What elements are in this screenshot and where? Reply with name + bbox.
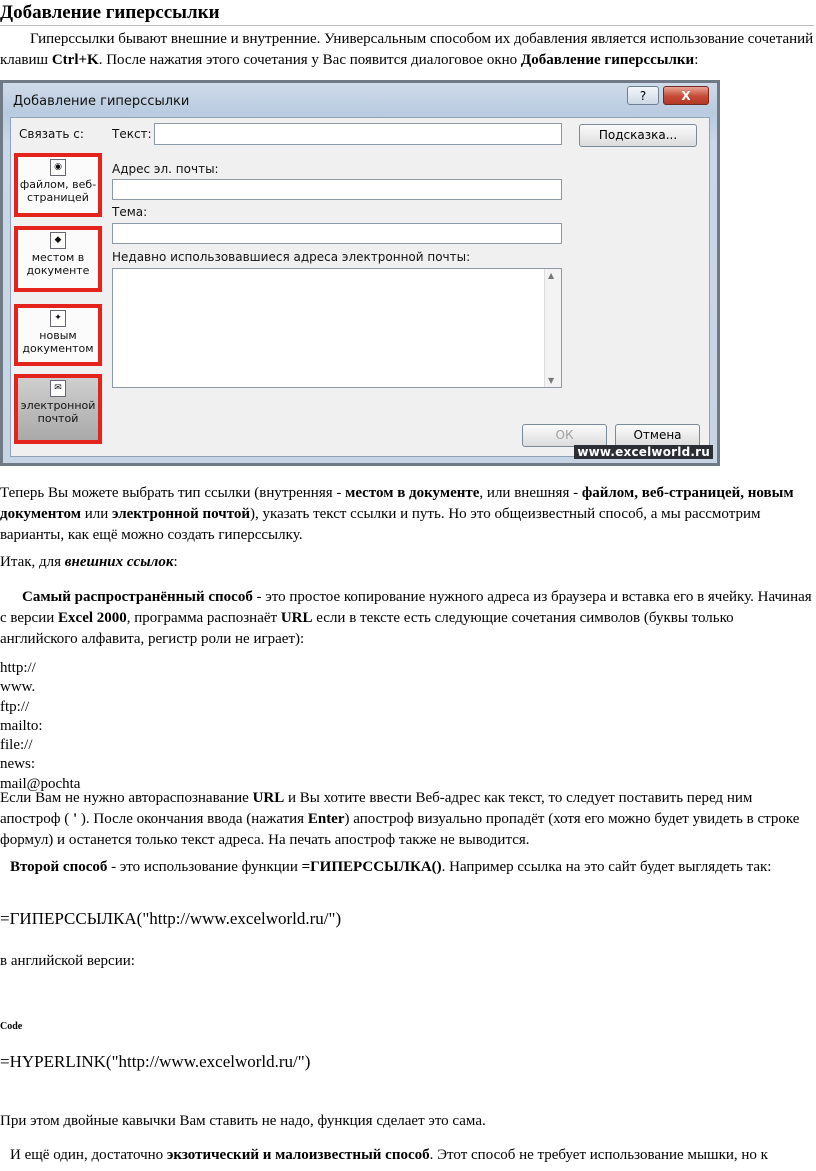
- email-label: Адрес эл. почты:: [112, 162, 219, 176]
- ok-button[interactable]: ОК: [522, 424, 607, 447]
- link-email[interactable]: ✉ электронной почтой: [14, 374, 102, 444]
- help-button[interactable]: ?: [627, 86, 659, 105]
- scroll-down-icon[interactable]: ▼: [548, 376, 555, 385]
- list-item: file://: [0, 737, 33, 754]
- intro-paragraph: [0, 29, 814, 71]
- list-item: mailto:: [0, 717, 43, 734]
- close-button[interactable]: X: [663, 86, 709, 105]
- list-item: news:: [0, 756, 35, 773]
- link-place-in-document[interactable]: ◆ местом в документе: [14, 226, 102, 292]
- email-icon: ✉: [50, 380, 66, 397]
- quotes-note: При этом двойные кавычки Вам ставить не надо, функция сделает это сама.: [0, 1113, 486, 1129]
- formula-english: =HYPERLINK("http://www.excelworld.ru/"): [0, 1052, 311, 1071]
- third-method-paragraph: И ещё один, достаточно экзотический и малоизвестный способ. Этот способ не требует использование мышки, но к: [10, 1147, 768, 1163]
- dialog-body: [10, 117, 710, 457]
- intro-text: :: [694, 52, 699, 68]
- formula-russian: =ГИПЕРССЫЛКА("http://www.excelworld.ru/"): [0, 909, 342, 928]
- new-document-icon: ✦: [50, 310, 66, 327]
- subject-input[interactable]: [112, 223, 562, 244]
- dialog-name: Добавление гиперссылки: [520, 52, 695, 68]
- dialog-window: [3, 83, 717, 463]
- watermark: www.excelworld.ru: [574, 445, 713, 459]
- second-method-paragraph: Второй способ - это использование функции =ГИПЕРССЫЛКА(). Например ссылка на это сайт будет выглядеть так:: [10, 859, 772, 875]
- list-item: www.: [0, 679, 36, 696]
- list-item: http://: [0, 660, 36, 676]
- page-title: Добавление гиперссылки: [0, 2, 814, 26]
- apostrophe-paragraph: Если Вам не нужно автораспознавание URL и Вы хотите ввести Веб-адрес как текст, то следует поставить перед ним апостроф ( ' ). После окончания ввода (нажатия Enter) апостроф визуально пропадёт (хотя его можно будет увидеть в строке формул) и останется только текст адреса. На печать апостроф также не выводится.: [0, 790, 800, 848]
- text-label: Текст:: [112, 127, 152, 141]
- shortcut-ctrl-k: Ctrl+K: [51, 52, 99, 68]
- document-place-icon: ◆: [50, 232, 66, 249]
- list-item: mail@pochta: [0, 775, 81, 792]
- email-input[interactable]: [112, 179, 562, 200]
- recent-emails-list[interactable]: [112, 268, 562, 388]
- intro-text: . После нажатия этого сочетания у Вас появится диалоговое окно: [98, 52, 521, 68]
- code-label: Code: [0, 1021, 23, 1032]
- text-input[interactable]: [154, 123, 562, 145]
- hint-button[interactable]: Подсказка...: [579, 124, 697, 147]
- external-links-intro: Итак, для внешних ссылок:: [0, 554, 178, 570]
- link-to-label: Связать с:: [19, 127, 84, 141]
- list-scrollbar[interactable]: [544, 269, 561, 387]
- common-method-paragraph: Самый распространённый способ - это простое копирование нужного адреса из браузера и вставка его в ячейку. Начиная с версии Excel 2000, программа распознаёт URL если в тексте есть следующие сочетания символов (буквы только английского алфавита, регистр роли не играет):: [0, 589, 812, 647]
- url-prefix-list: [0, 659, 814, 794]
- subject-label: Тема:: [112, 205, 148, 219]
- intro-text: Гиперссылки бывают внешние и внутренние. Универсальным способом их добавления является использование сочетаний клавиш: [0, 31, 814, 68]
- dialog-title: Добавление гиперссылки: [13, 94, 190, 109]
- link-file-webpage[interactable]: ◉ файлом, веб- страницей: [14, 153, 102, 217]
- cancel-button[interactable]: Отмена: [615, 424, 700, 447]
- globe-file-icon: ◉: [50, 159, 66, 176]
- recent-emails-label: Недавно использовавшиеся адреса электронной почты:: [112, 250, 471, 264]
- list-item: ftp://: [0, 698, 30, 715]
- dialog-screenshot: [0, 80, 720, 466]
- scroll-up-icon[interactable]: ▲: [548, 271, 555, 280]
- link-types-paragraph: Теперь Вы можете выбрать тип ссылки (внутренняя - местом в документе, или внешняя - файлом, веб-страницей, новым документом или электронной почтой), указать текст ссылки и путь. Но это общеизвестный способ, а мы рассмотрим варианты, как ещё можно создать гиперссылку.: [0, 485, 794, 543]
- link-new-document[interactable]: ✦ новым документом: [14, 304, 102, 366]
- english-version-label: в английской версии:: [0, 953, 135, 969]
